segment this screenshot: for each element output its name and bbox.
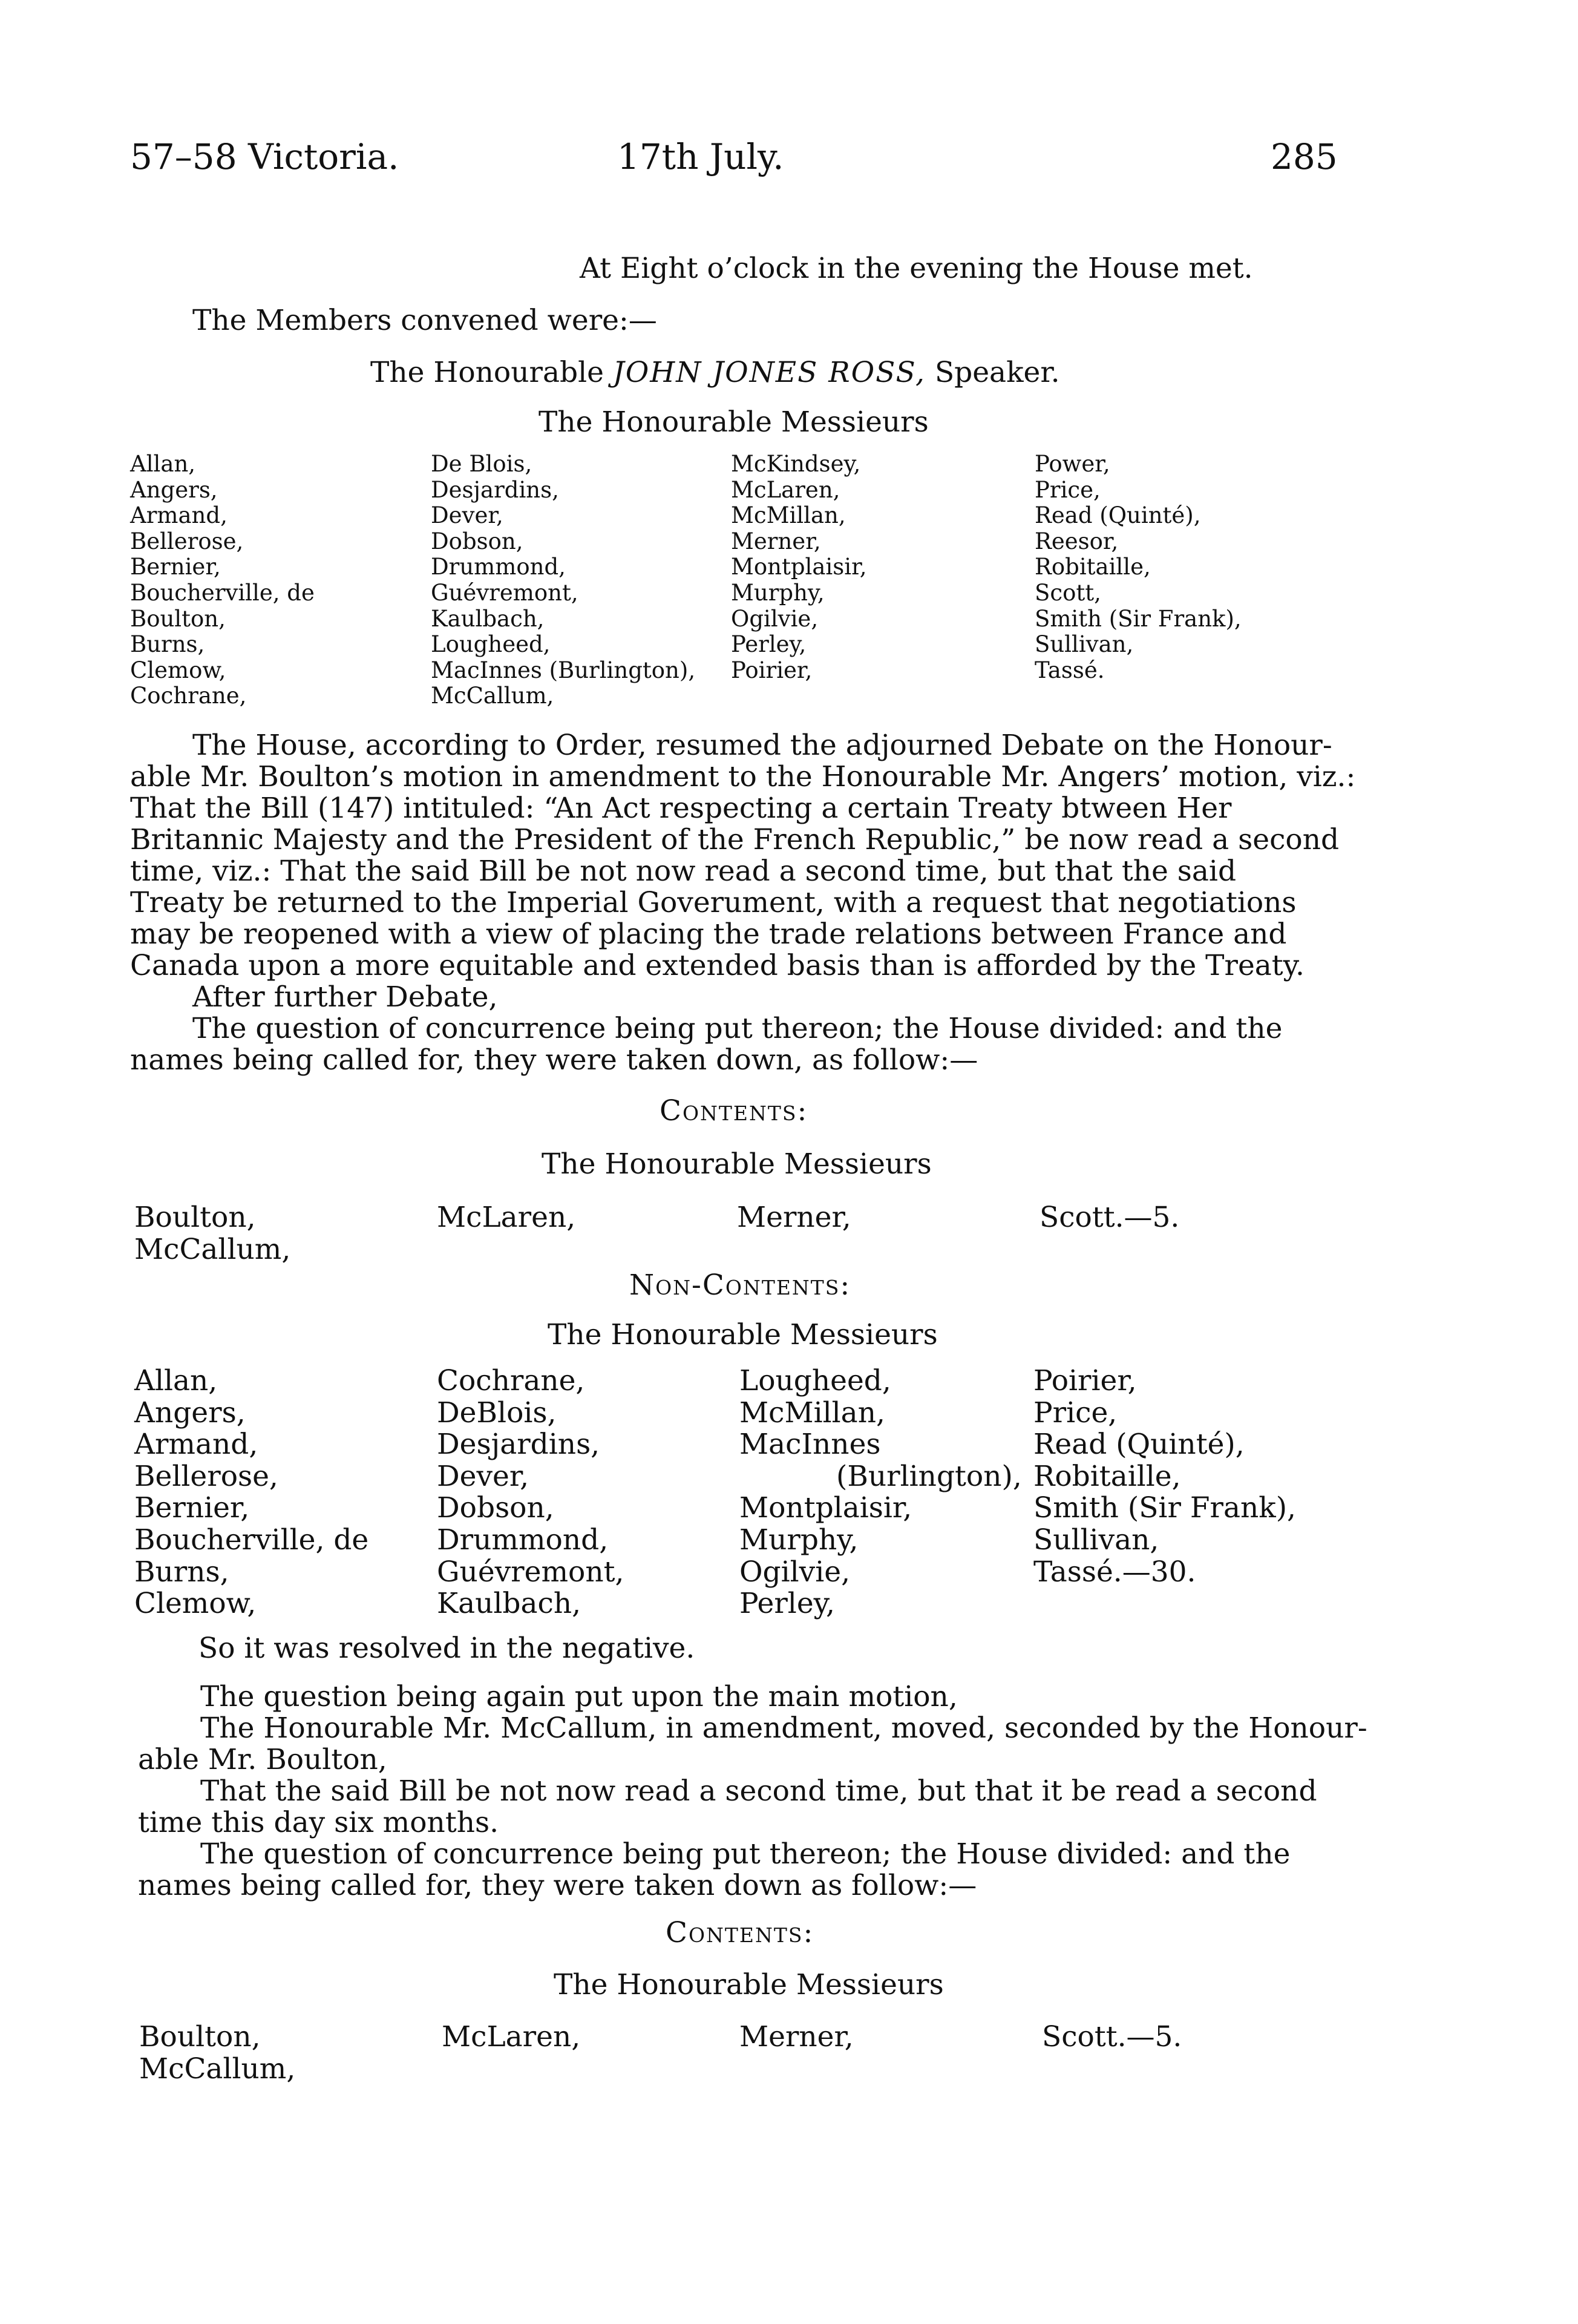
member-name: Merner, — [739, 2020, 854, 2053]
attendance-column-1 — [130, 451, 315, 709]
non-contents-column-3 — [739, 1365, 1022, 1620]
member-name: Robitaille, — [1035, 554, 1151, 580]
contents-2-column-2 — [442, 2021, 580, 2053]
member-name: Cochrane, — [437, 1364, 585, 1397]
member-name: DeBlois, — [437, 1396, 557, 1430]
member-name: Drummond, — [431, 554, 566, 580]
contents-1-column-3 — [737, 1202, 851, 1234]
member-name: (Burlington), — [836, 1459, 1022, 1493]
member-name: Dever, — [431, 502, 503, 529]
member-name: Scott.—5. — [1042, 2020, 1182, 2053]
speaker-name: JOHN JONES ROSS, — [612, 356, 926, 389]
paragraph-line: able Mr. Boulton’s motion in amendment to the Honourable Mr. Angers’ motion, viz.: — [130, 760, 1356, 793]
member-name: Murphy, — [739, 1523, 859, 1557]
contents-heading-1: Contents: — [660, 1094, 808, 1128]
member-name: Boucherville, de — [134, 1523, 369, 1557]
non-contents-column-4 — [1033, 1365, 1296, 1588]
debate-paragraph — [130, 730, 1355, 1076]
speaker-prefix: The Honourable — [370, 356, 604, 389]
member-name: Price, — [1033, 1396, 1118, 1430]
member-name: Tassé.—30. — [1033, 1555, 1196, 1589]
member-name: Price, — [1035, 476, 1101, 503]
member-name: Scott.—5. — [1039, 1201, 1180, 1234]
paragraph-line: The House, according to Order, resumed the adjourned Debate on the Honour- — [192, 729, 1332, 762]
contents-1-column-1 — [134, 1202, 290, 1265]
member-name: Perley, — [731, 631, 807, 658]
member-name: Clemow, — [134, 1587, 257, 1621]
member-name: McLaren, — [731, 476, 840, 503]
contents-messieurs-2: The Honourable Messieurs — [554, 1968, 944, 2001]
paragraph-line: That the said Bill be not now read a second time, but that it be read a second — [200, 1774, 1317, 1808]
paragraph-line: time this day six months. — [138, 1806, 499, 1839]
paragraph-line: Britannic Majesty and the President of the French Republic,” be now read a second — [130, 823, 1340, 856]
paragraph-line: able Mr. Boulton, — [138, 1743, 387, 1776]
messieurs-heading: The Honourable Messieurs — [539, 405, 929, 439]
members-convened: The Members convened were:— — [192, 304, 657, 337]
member-name: Drummond, — [437, 1523, 609, 1557]
member-name: Bellerose, — [134, 1459, 278, 1493]
member-name: Reesor, — [1035, 528, 1119, 554]
contents-2-column-3 — [739, 2021, 854, 2053]
member-name: Kaulbach, — [431, 605, 545, 632]
member-name: Boulton, — [134, 1201, 256, 1234]
member-name: Merner, — [731, 528, 821, 554]
member-name: Murphy, — [731, 579, 825, 606]
paragraph-line: time, viz.: That the said Bill be not now read a second time, but that the said — [130, 855, 1237, 888]
member-name: Cochrane, — [130, 683, 247, 709]
member-name: McLaren, — [437, 1201, 576, 1234]
member-name: Burns, — [130, 631, 205, 658]
member-name: Sullivan, — [1035, 631, 1134, 658]
member-name: Scott, — [1035, 579, 1101, 606]
paragraph-line: Canada upon a more equitable and extended basis than is afforded by the Treaty. — [130, 949, 1305, 982]
attendance-column-4 — [1035, 451, 1242, 683]
non-contents-messieurs: The Honourable Messieurs — [548, 1318, 938, 1351]
member-name: MacInnes — [739, 1428, 881, 1462]
header-date: 17th July. — [617, 136, 784, 177]
after-debate: After further Debate, — [192, 980, 498, 1014]
paragraph-line: The question being again put upon the main motion, — [200, 1680, 958, 1713]
member-name: De Blois, — [431, 451, 532, 477]
member-name: Lougheed, — [431, 631, 551, 658]
member-name: Kaulbach, — [437, 1587, 581, 1621]
member-name: McCallum, — [139, 2052, 296, 2086]
member-name: Power, — [1035, 451, 1110, 477]
amendment-paragraph — [138, 1681, 1367, 1902]
member-name: Read (Quinté), — [1033, 1428, 1245, 1462]
paragraph-line: Treaty be returned to the Imperial Goverument, with a request that negotiations — [130, 886, 1297, 919]
contents-messieurs-1: The Honourable Messieurs — [542, 1147, 932, 1181]
paragraph-line: may be reopened with a view of placing the trade relations between France and — [130, 917, 1287, 951]
member-name: Dever, — [437, 1459, 529, 1493]
member-name: Montplaisir, — [731, 554, 867, 580]
meeting-time: At Eight o’clock in the evening the House met. — [580, 252, 1253, 285]
member-name: McCallum, — [134, 1232, 291, 1266]
member-name: Smith (Sir Frank), — [1033, 1491, 1296, 1525]
member-name: McMillan, — [731, 502, 846, 529]
member-name: MacInnes (Burlington), — [431, 657, 696, 683]
member-name: Ogilvie, — [731, 605, 819, 632]
member-name: Burns, — [134, 1555, 229, 1589]
paragraph-line: That the Bill (147) intituled: “An Act respecting a certain Treaty btween Her — [130, 792, 1232, 825]
member-name: Robitaille, — [1033, 1459, 1181, 1493]
member-name: Tassé. — [1035, 657, 1105, 683]
contents-1-column-2 — [437, 1202, 575, 1234]
member-name: Ogilvie, — [739, 1555, 851, 1589]
member-name: Guévremont, — [437, 1555, 624, 1589]
attendance-column-2 — [431, 451, 695, 709]
member-name: Poirier, — [731, 657, 813, 683]
paragraph-line: The question of concurrence being put thereon; the House divided: and the — [200, 1837, 1291, 1871]
page-number: 285 — [1271, 136, 1338, 177]
member-name: Allan, — [130, 451, 196, 477]
non-contents-column-2 — [437, 1365, 624, 1620]
member-name: Dobson, — [437, 1491, 554, 1525]
paragraph-line: names being called for, they were taken down as follow:— — [138, 1869, 977, 1902]
member-name: Desjardins, — [431, 476, 559, 503]
attendance-column-3 — [731, 451, 866, 683]
speaker-title: Speaker. — [934, 356, 1060, 389]
member-name: Boulton, — [130, 605, 226, 632]
member-name: Armand, — [134, 1428, 258, 1462]
contents-2-column-4 — [1042, 2021, 1182, 2053]
member-name: McCallum, — [431, 683, 554, 709]
member-name: McKindsey, — [731, 451, 861, 477]
member-name: Merner, — [737, 1201, 851, 1234]
header-session: 57–58 Victoria. — [130, 136, 399, 177]
paragraph-line: names being called for, they were taken down, as follow:— — [130, 1043, 978, 1077]
contents-heading-2: Contents: — [666, 1916, 814, 1949]
member-name: Montplaisir, — [739, 1491, 912, 1525]
member-name: Guévremont, — [431, 579, 578, 606]
member-name: Angers, — [134, 1396, 246, 1430]
member-name: Lougheed, — [739, 1364, 891, 1397]
speaker-line — [370, 357, 1060, 389]
member-name: Boucherville, de — [130, 579, 315, 606]
member-name: Poirier, — [1033, 1364, 1137, 1397]
member-name: Angers, — [130, 476, 218, 503]
member-name: Dobson, — [431, 528, 523, 554]
contents-1-column-4 — [1039, 1202, 1179, 1234]
non-contents-column-1 — [134, 1365, 368, 1620]
paragraph-line: The Honourable Mr. McCallum, in amendment, moved, seconded by the Honour- — [200, 1712, 1367, 1745]
member-name: Bernier, — [134, 1491, 250, 1525]
member-name: Bernier, — [130, 554, 221, 580]
member-name: Sullivan, — [1033, 1523, 1159, 1557]
non-contents-heading: Non-Contents: — [629, 1269, 851, 1302]
contents-2-column-1 — [139, 2021, 295, 2085]
member-name: McLaren, — [442, 2020, 581, 2053]
member-name: Desjardins, — [437, 1428, 600, 1462]
member-name: Boulton, — [139, 2020, 261, 2053]
member-name: Smith (Sir Frank), — [1035, 605, 1242, 632]
member-name: Allan, — [134, 1364, 218, 1397]
member-name: Armand, — [130, 502, 228, 529]
member-name: Bellerose, — [130, 528, 244, 554]
member-name: McMillan, — [739, 1396, 885, 1430]
member-name: Perley, — [739, 1587, 835, 1621]
member-name: Read (Quinté), — [1035, 502, 1201, 529]
member-name: Clemow, — [130, 657, 226, 683]
paragraph-line: The question of concurrence being put thereon; the House divided: and the — [192, 1012, 1283, 1045]
division-result: So it was resolved in the negative. — [198, 1632, 695, 1665]
